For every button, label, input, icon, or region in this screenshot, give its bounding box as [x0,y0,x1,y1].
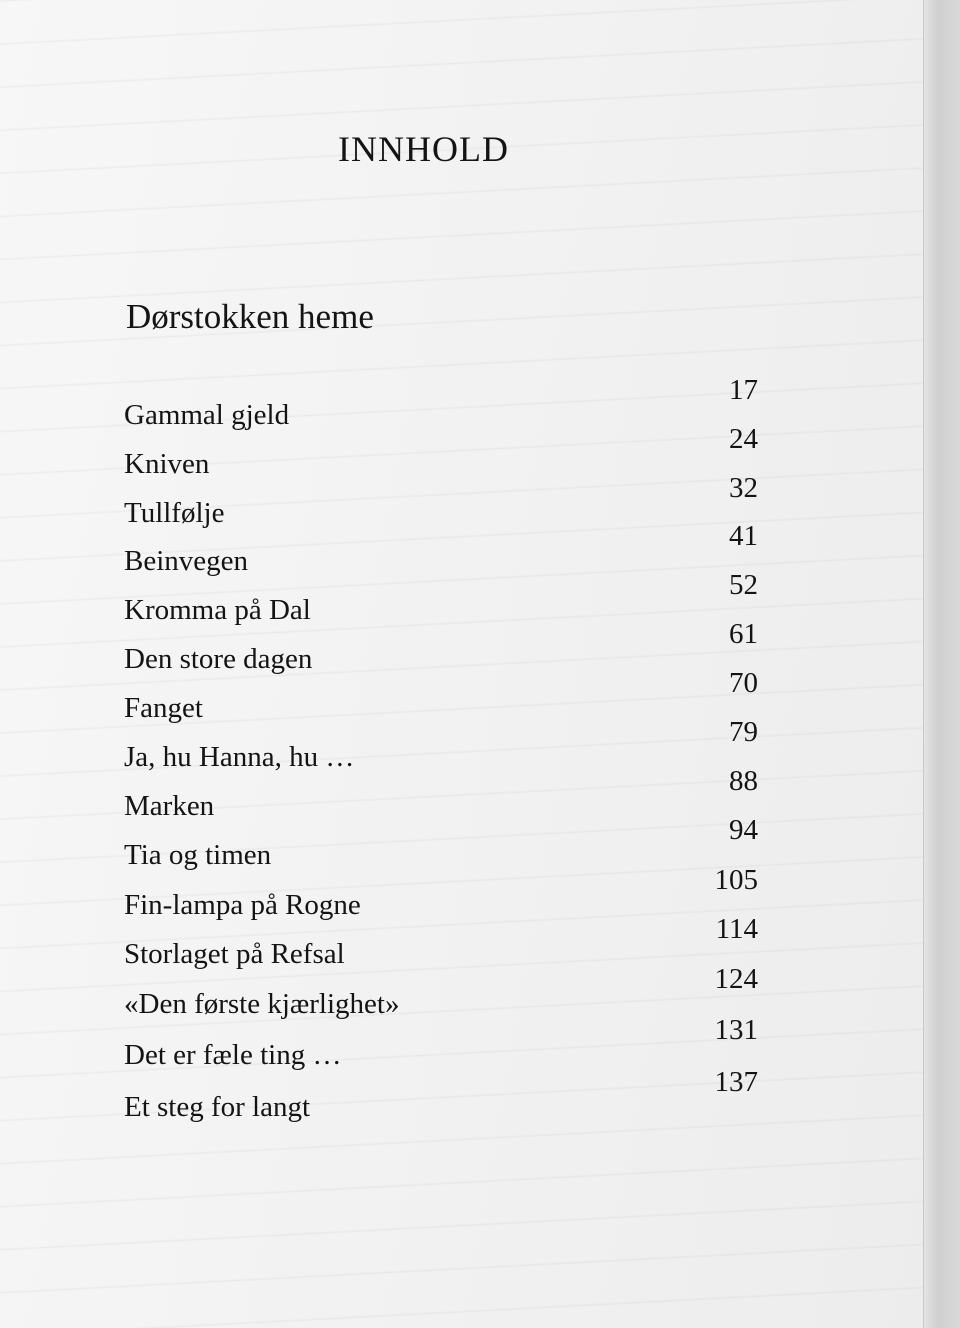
toc-entry-title: Den store dagen [124,643,313,675]
toc-entry [124,716,758,774]
toc-entry [124,1066,758,1124]
toc-entry-page: 124 [714,963,758,995]
toc-entry [124,618,758,676]
toc-entry-page: 94 [729,814,758,846]
toc-entry-page: 24 [729,423,758,455]
toc-entry [124,569,758,627]
contents-heading: INNHOLD [338,129,509,169]
toc-entry-title: Det er fæle ting … [124,1039,342,1071]
toc-entry-page: 131 [714,1014,758,1046]
toc-entry-title: Storlaget på Refsal [124,938,345,970]
toc-entry-page: 17 [729,374,758,406]
toc-entry [124,1014,758,1072]
toc-entry-page: 88 [729,765,758,797]
toc-entry-title: Beinvegen [124,545,249,577]
toc-entry [124,765,758,823]
toc-entry-title: «Den første kjærlighet» [124,988,400,1020]
toc-entry-page: 79 [729,716,758,748]
toc-entry-page: 137 [714,1066,758,1098]
toc-entry [124,374,758,432]
toc-entry-title: Tia og timen [124,839,272,871]
toc-entry-title: Tullfølje [124,497,225,529]
toc-entry [124,963,758,1021]
toc-entry-page: 114 [715,913,758,945]
toc-entry-title: Ja, hu Hanna, hu … [124,741,355,773]
toc-entry-title: Fin-lampa på Rogne [124,889,361,921]
toc-entry-title: Kniven [124,448,210,480]
toc-entry [124,864,758,922]
toc-entry-title: Kromma på Dal [124,594,311,626]
toc-entry-page: 32 [729,472,758,504]
toc-entry-page: 41 [729,520,758,552]
toc-entry-page: 61 [729,618,758,650]
section-heading: Dørstokken heme [126,297,374,336]
toc-entry [124,423,758,481]
toc-entry-page: 70 [729,667,758,699]
toc-entry-page: 52 [729,569,758,601]
toc-entry-title: Et steg for langt [124,1091,311,1123]
toc-entry [124,913,758,971]
toc-entry [124,667,758,725]
toc-entry-title: Fanget [124,692,203,724]
toc-entry [124,814,758,872]
toc-entry [124,520,758,578]
toc-entry-title: Gammal gjeld [124,399,290,431]
toc-entry-page: 105 [714,864,758,896]
toc-entry-title: Marken [124,790,215,822]
toc-entry [124,472,758,530]
